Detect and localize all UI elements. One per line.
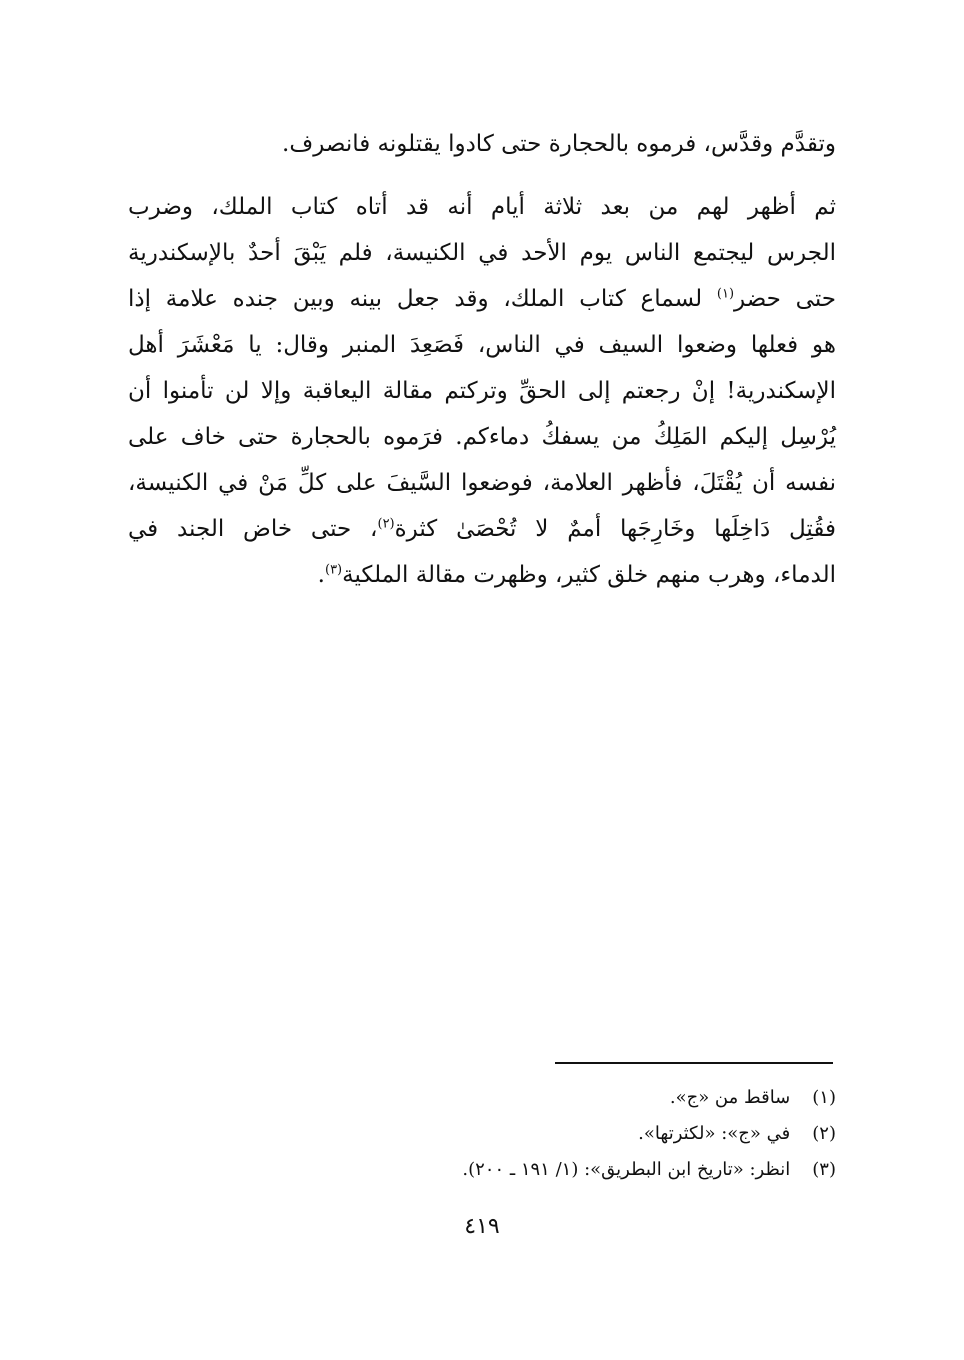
body-line-5 [128,325,836,365]
footnote-2-number: (٢) [812,1123,836,1144]
body-line-9-prefix: فقُتِل دَاخِلَها وخَارِجَها أممٌ لا تُحْصَىٰ كثرة [394,516,836,542]
footnote-1 [128,1083,836,1113]
body-line-7 [128,417,836,457]
body-line-4 [128,279,836,319]
body-line-8-text: نفسه أن يُقْتَلَ، فأظهر العلامة، فوضعوا السَّيفَ على كلِّ مَنْ في الكنيسة، [128,470,836,496]
footnote-marker-2: (٢) [377,516,395,532]
body-line-1-text: وتقدَّم وقدَّس، فرموه بالحجارة حتى كادوا يقتلونه فانصرف. [282,131,836,157]
page-number: ٤١٩ [464,1214,500,1239]
body-line-10-text: الدماء، وهرب منهم خلق كثير، وظهرت مقالة الملكية [342,562,836,588]
body-line-9-text: ، حتى خاض الجند في [128,516,378,542]
body-line-7-text: يُرْسِل إليكم المَلِكُ من يسفكُ دماءكم. فرَموه بالحجارة حتى خاف على [128,424,836,450]
body-line-2 [128,187,836,227]
footnote-3-text: انظر: «تاريخ ابن البطريق»: (١/ ١٩١ ـ ٢٠٠). [462,1159,791,1180]
body-line-3-text: الجرس ليجتمع الناس يوم الأحد في الكنيسة، فلم يَبْقَ أحدٌ بالإسكندرية [128,240,836,266]
footnote-marker-1: (١) [716,286,735,302]
body-line-5-text: هو فعلها وضعوا السيف في الناس، فَصَعِدَ المنبر وقال: يا مَعْشَرَ أهل [128,332,836,358]
body-line-1 [128,124,836,164]
footnote-1-text: ساقط من «ج». [669,1087,791,1108]
body-line-9 [128,509,836,549]
footnote-2 [128,1119,836,1149]
footnote-marker-3: (٣) [324,562,343,578]
body-line-6-text: الإسكندرية! إنْ رجعتم إلى الحقِّ وتركتم مقالة اليعاقبة وإلا لن تأمنوا أن [128,378,836,404]
body-line-4-prefix: حتى حضر [734,286,836,312]
footnote-3-number: (٣) [812,1159,836,1180]
footnote-1-number: (١) [812,1087,836,1108]
body-line-10 [128,555,836,595]
body-line-8 [128,463,836,503]
body-line-6 [128,371,836,411]
body-line-4-text: لسماع كتاب الملك، وقد جعل بينه وبين جنده علامة إذا [128,286,703,312]
footnote-separator-rule [555,1062,833,1064]
body-line-2-text: ثم أظهر لهم من بعد ثلاثة أيام أنه قد أتاه كتاب الملك، وضرب [128,194,836,220]
body-line-10-period: . [317,562,325,588]
footnote-2-text: في «ج»: «لكثرتها». [638,1123,791,1144]
footnote-3 [128,1155,836,1185]
body-line-3 [128,233,836,273]
